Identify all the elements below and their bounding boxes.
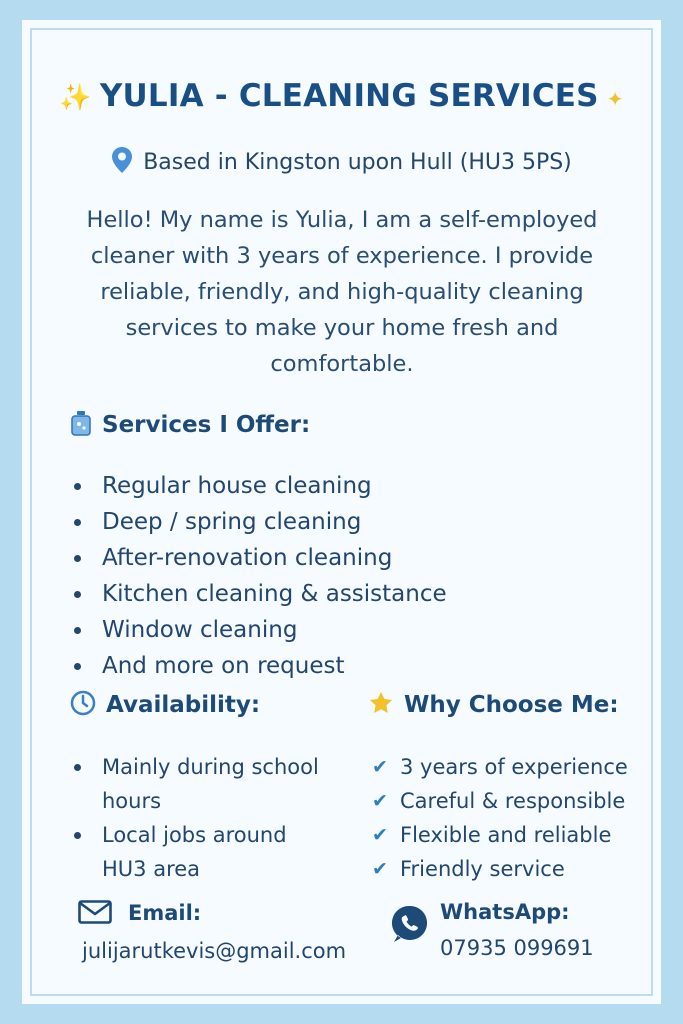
list-item: ✔ Flexible and reliable: [372, 818, 628, 852]
list-item: Local jobs around HU3 area: [72, 818, 322, 886]
location-line: [22, 146, 661, 175]
spray-bottle-icon: [70, 410, 92, 442]
title-text: YULIA - CLEANING SERVICES: [99, 78, 599, 114]
why-heading-text: Why Choose Me:: [404, 692, 619, 718]
check-icon: ✔: [372, 824, 388, 846]
services-list: [72, 468, 447, 684]
services-heading-text: Services I Offer:: [102, 412, 311, 438]
list-item: Mainly during school hours: [72, 750, 332, 818]
whatsapp-icon: [390, 904, 430, 948]
availability-list: [72, 750, 352, 886]
list-item: Regular house cleaning: [72, 468, 447, 504]
list-item: Deep / spring cleaning: [72, 504, 447, 540]
map-pin-icon: [111, 146, 133, 174]
list-item: And more on request: [72, 648, 447, 684]
whatsapp-number[interactable]: 07935 099691: [440, 936, 594, 960]
intro-paragraph: Hello! My name is Yulia, I am a self-employed cleaner with 3 years of experience. I provide reliable, friendly, and high-quality cleaning services to make your home fresh and comfortable.: [86, 207, 598, 377]
whatsapp-contact: [390, 900, 594, 960]
sparkles-icon: ✨: [59, 83, 92, 113]
flyer-card: [22, 20, 661, 1004]
envelope-icon: [78, 900, 112, 929]
list-item: After-renovation cleaning: [72, 540, 447, 576]
clock-icon: [70, 690, 96, 722]
availability-heading: [70, 690, 260, 722]
list-item: ✔ 3 years of experience: [372, 750, 628, 784]
why-list: [372, 750, 628, 886]
whatsapp-text: [440, 900, 594, 960]
services-heading: [70, 410, 310, 442]
availability-heading-text: Availability:: [106, 692, 261, 718]
why-heading: [368, 690, 619, 722]
email-label-row: [78, 900, 346, 929]
list-item: Kitchen cleaning & assistance: [72, 576, 447, 612]
email-contact: [78, 900, 346, 963]
check-icon: ✔: [372, 756, 388, 778]
sparkle-icon: ✦: [606, 87, 624, 111]
email-label: Email:: [128, 901, 202, 925]
location-text: Based in Kingston upon Hull (HU3 5PS): [143, 150, 572, 175]
check-icon: ✔: [372, 790, 388, 812]
email-address[interactable]: julijarutkevis@gmail.com: [82, 939, 347, 963]
list-item: ✔ Friendly service: [372, 852, 628, 886]
whatsapp-label: WhatsApp:: [440, 900, 570, 924]
check-icon: ✔: [372, 858, 388, 880]
flyer-title: [22, 78, 661, 114]
star-icon: [368, 690, 394, 722]
list-item: Window cleaning: [72, 612, 447, 648]
list-item: ✔ Careful & responsible: [372, 784, 628, 818]
